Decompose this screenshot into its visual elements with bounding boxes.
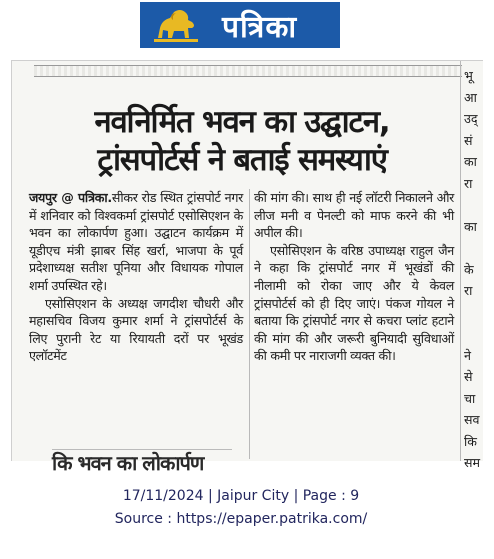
fragment-line: चा — [464, 390, 476, 406]
article-headline — [42, 103, 442, 179]
fragment-line: कि — [464, 433, 477, 449]
paragraph: एसोसिएशन के अध्यक्ष जगदीश चौधरी और महासचिव विजय कुमार शर्मा ने ट्रांसपोर्टर्स के लिए पुरानी रेट या रियायती दरों पर भूखंड एलॉटमेंट — [29, 295, 243, 364]
fragment-line: का — [464, 218, 477, 234]
top-border-strip — [34, 65, 462, 77]
fragment-line: ने — [464, 347, 471, 363]
paragraph — [29, 189, 243, 295]
fragment-line: सव — [464, 412, 480, 427]
fragment-line: आ — [464, 89, 477, 105]
article-column-1 — [29, 189, 243, 365]
next-article-heading: कि भवन का लोकार्पण — [52, 449, 232, 464]
fragment-line — [464, 237, 494, 259]
adjacent-column-fragment — [464, 65, 494, 474]
paragraph: की मांग की। साथ ही नई लॉटरी निकालने और लीज मनी व पेनल्टी को माफ करने की भी अपील की। — [254, 190, 454, 241]
fragment-line: रा — [464, 175, 473, 191]
publication-info: 17/11/2024 | Jaipur City | Page : 9 — [122, 488, 360, 504]
lion-emblem-icon — [152, 6, 200, 44]
dateline: जयपुर @ पत्रिका. — [29, 190, 112, 205]
column-rule — [249, 189, 250, 459]
fragment-line: सं — [464, 132, 473, 148]
paragraph-text: सीकर रोड स्थित ट्रांसपोर्ट नगर में शनिवार को विश्वकर्मा ट्रांसपोर्ट एसोसिएशन के भवन का लोकार्पण हुआ। उद्घाटन कार्यक्रम में यूडीएच मंत्री झाबर सिंह खर्रा, भाजपा के पूर्व प्रदेशाध्यक्ष सतीश पूनिया और विधायक गोपाल शर्मा उपस्थित रहे। — [29, 190, 243, 293]
fragment-line: का — [464, 154, 477, 169]
newspaper-masthead — [140, 2, 340, 48]
source-url: Source : https://epaper.patrika.com/ — [114, 511, 368, 527]
newspaper-clipping — [11, 60, 483, 475]
fragment-line: भू — [464, 68, 473, 83]
fragment-line — [464, 194, 494, 216]
headline-line-1: नवनिर्मित भवन का उद्घाटन, — [94, 104, 390, 140]
fragment-line: उद् — [464, 111, 478, 126]
fragment-line: सम — [464, 455, 481, 470]
article-column-2 — [254, 189, 454, 365]
fragment-line: के — [464, 261, 474, 277]
column-rule — [460, 61, 461, 461]
fragment-line — [464, 302, 494, 324]
fragment-line — [464, 323, 494, 345]
fragment-line: से — [464, 369, 473, 384]
fragment-line: रा — [464, 283, 473, 298]
brand-name: पत्रिका — [222, 10, 298, 45]
headline-line-2: ट्रांसपोर्टर्स ने बताई समस्याएं — [97, 142, 387, 178]
paragraph: एसोसिएशन के वरिष्ठ उपाध्यक्ष राहुल जैन ने कहा कि ट्रांसपोर्ट नगर में भूखंडों की नीलामी को रोका जाए और ये केवल ट्रांसपोर्टर्स को ही दिए जाएं। पंकज गोयल ने बताया कि ट्रांसपोर्ट नगर से कचरा प्लांट हटाने की मांग की और जरूरी बुनियादी सुविधाओं की कमी पर नाराजगी व्यक्त की। — [254, 242, 454, 364]
